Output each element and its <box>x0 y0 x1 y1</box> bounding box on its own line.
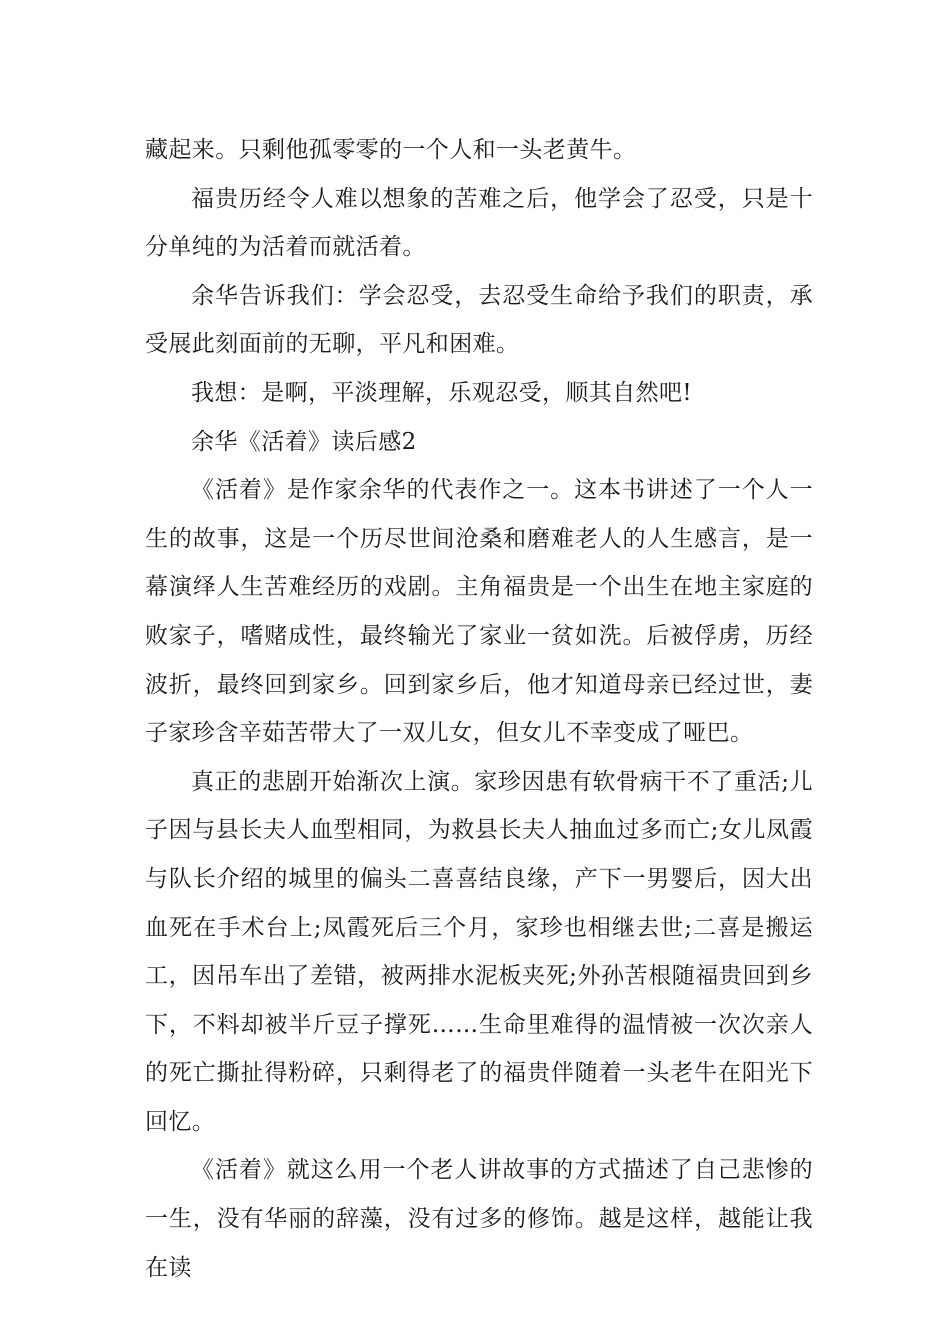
paragraph-3: 余华告诉我们：学会忍受，去忍受生命给予我们的职责，承受展此刻面前的无聊，平凡和困难。 <box>145 282 813 358</box>
paragraph-6: 真正的悲剧开始渐次上演。家珍因患有软骨病干不了重活;儿子因与县长夫人血型相同，为救县长夫人抽血过多而亡;女儿凤霞与队长介绍的城里的偏头二喜喜结良缘，产下一男婴后，因大出血死在手术台上;凤霞死后三个月，家珍也相继去世;二喜是搬运工，因吊车出了差错，被两排水泥板夹死;外孙苦根随福贵回到乡下，不料却被半斤豆子撑死……生命里难得的温情被一次次亲人的死亡撕扯得粉碎，只剩得老了的福贵伴随着一头老牛在阳光下回忆。 <box>145 768 813 1135</box>
paragraph-5: 《活着》是作家余华的代表作之一。这本书讲述了一个人一生的故事，这是一个历尽世间沧桑和磨难老人的人生感言，是一幕演绎人生苦难经历的戏剧。主角福贵是一个出生在地主家庭的败家子，嗜赌成性，最终输光了家业一贫如洗。后被俘虏，历经波折，最终回到家乡。回到家乡后，他才知道母亲已经过世，妻子家珍含辛茹苦带大了一双儿女，但女儿不幸变成了哑巴。 <box>145 477 813 747</box>
paragraph-2: 福贵历经令人难以想象的苦难之后，他学会了忍受，只是十分单纯的为活着而就活着。 <box>145 185 813 261</box>
document-body <box>145 126 813 1292</box>
paragraph-4: 我想：是啊，平淡理解，乐观忍受，顺其自然吧! <box>191 379 693 406</box>
paragraph-1: 藏起来。只剩他孤零零的一个人和一头老黄牛。 <box>145 137 637 163</box>
paragraph-7: 《活着》就这么用一个老人讲故事的方式描述了自己悲惨的一生，没有华丽的辞藻，没有过多的修饰。越是这样，越能让我在读 <box>145 1157 813 1281</box>
section-heading: 余华《活着》读后感2 <box>191 428 417 455</box>
